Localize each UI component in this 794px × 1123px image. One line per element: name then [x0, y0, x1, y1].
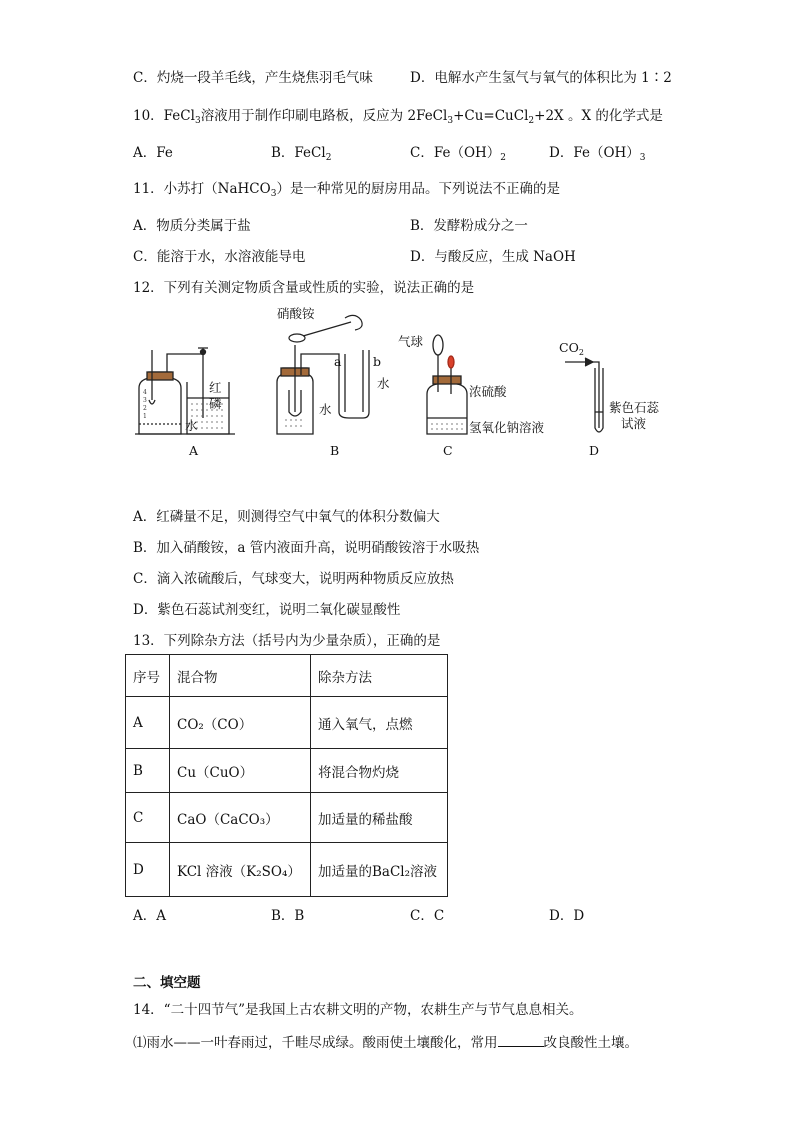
- table-row: [126, 793, 448, 843]
- q10-option-a: A．Fe: [133, 145, 173, 161]
- label-litmus2: 试液: [621, 416, 647, 431]
- label-co2-text: CO: [559, 340, 579, 355]
- q14-part1: [133, 1031, 638, 1051]
- table-cell-id: D: [126, 843, 170, 897]
- label-naoh: 氢氧化钠溶液: [469, 420, 545, 435]
- table-cell-id: C: [126, 793, 170, 843]
- q12-stem: 12．下列有关测定物质含量或性质的实验，说法正确的是: [133, 280, 475, 296]
- q11-stem: [133, 177, 560, 199]
- table-header-row: [126, 655, 448, 697]
- table-row: [126, 697, 448, 749]
- section-title: 二、填空题: [133, 975, 201, 991]
- q11-stem-post: ）是一种常见的厨房用品。下列说法不正确的是: [276, 181, 560, 197]
- table-header-cell: 除杂方法: [311, 655, 448, 697]
- apparatus-c: [427, 335, 467, 434]
- apparatus-b: [277, 345, 369, 434]
- table-cell-mix: CO₂（CO）: [170, 697, 311, 749]
- q12-option-a: A．红磷量不足，则测得空气中氧气的体积分数偏大: [133, 509, 440, 525]
- label-water-a: 水: [185, 418, 198, 433]
- q10-option-b-text: B．FeCl: [271, 145, 326, 161]
- q10-option-d-text: D．Fe（OH）: [549, 145, 640, 161]
- q12-option-b: B．加入硝酸铵，a 管内液面升高，说明硝酸铵溶于水吸热: [133, 540, 480, 556]
- tick-3: 2: [143, 405, 147, 412]
- apparatus-d: [565, 358, 603, 432]
- sub-3: 3: [639, 153, 646, 163]
- q13-option-c: C．C: [410, 908, 445, 924]
- q13-option-a: A．A: [133, 908, 166, 924]
- label-water-b2: 水: [319, 402, 332, 417]
- caption-c: C: [443, 443, 453, 458]
- q12-option-d: D．紫色石蕊试剂变红，说明二氧化碳显酸性: [133, 602, 401, 618]
- table-header-cell: 序号: [126, 655, 170, 697]
- caption-a: A: [189, 443, 199, 458]
- table-cell-method: 通入氧气，点燃: [311, 697, 448, 749]
- tick-1: 4: [143, 389, 147, 396]
- label-phos: 磷: [209, 396, 222, 411]
- q10-option-c-text: C．Fe（OH）: [410, 145, 501, 161]
- q10-stem-mid3: +2X 。X 的化学式是: [534, 108, 663, 124]
- q10-stem-pre: 10．FeCl: [133, 108, 195, 124]
- q14-part1-post: 改良酸性土壤。: [543, 1035, 638, 1051]
- table-cell-method: 将混合物灼烧: [311, 749, 448, 793]
- table-cell-method: 加适量的稀盐酸: [311, 793, 448, 843]
- tick-4: 1: [143, 413, 147, 420]
- q10-stem-mid2: +Cu=CuCl: [453, 108, 529, 124]
- label-co2: [559, 340, 584, 357]
- q10-option-b: [271, 141, 331, 163]
- q11-option-d: D．与酸反应，生成 NaOH: [410, 249, 576, 265]
- sub-2: 2: [325, 153, 332, 163]
- q11-option-a: A．物质分类属于盐: [133, 218, 251, 234]
- q13-option-d: D．D: [549, 908, 585, 924]
- answer-blank[interactable]: [498, 1034, 544, 1047]
- tick-2: 3: [143, 397, 147, 404]
- q14-stem: 14．“二十四节气”是我国上古农耕文明的产物，农耕生产与节气息息相关。: [133, 1002, 583, 1018]
- q10-option-c: [410, 141, 506, 163]
- label-red: 红: [209, 380, 222, 395]
- table-row: [126, 843, 448, 897]
- q10-stem-mid: 溶液用于制作印刷电路板，反应为 2FeCl: [200, 108, 448, 124]
- table-cell-method: 加适量的BaCl₂溶液: [311, 843, 448, 897]
- q10-stem: [133, 104, 663, 126]
- q13-table: [125, 654, 448, 897]
- sub-2: 2: [528, 116, 535, 126]
- table-row: [126, 749, 448, 793]
- q12-option-c: C．滴入浓硫酸后，气球变大，说明两种物质反应放热: [133, 571, 454, 587]
- table-cell-id: B: [126, 749, 170, 793]
- table-cell-id: A: [126, 697, 170, 749]
- q13-stem: 13．下列除杂方法（括号内为少量杂质），正确的是: [133, 633, 441, 649]
- table-header-cell: 混合物: [170, 655, 311, 697]
- table-cell-mix: KCl 溶液（K₂SO₄）: [170, 843, 311, 897]
- q10-option-d: [549, 141, 646, 163]
- q9-option-c: C．灼烧一段羊毛线，产生烧焦羽毛气味: [133, 70, 373, 86]
- sub-3: 3: [447, 116, 454, 126]
- label-litmus1: 紫色石蕊: [609, 400, 660, 415]
- q13-option-b: B．B: [271, 908, 305, 924]
- q9-option-d: D．电解水产生氢气与氧气的体积比为 1∶2: [410, 70, 672, 86]
- sub-2: 2: [500, 153, 507, 163]
- sub-3: 3: [270, 189, 277, 199]
- label-a: a: [334, 354, 342, 369]
- q12-apparatus-figure: [125, 300, 725, 465]
- label-water-b1: 水: [377, 376, 390, 391]
- label-co2-sub: 2: [578, 348, 584, 357]
- table-cell-mix: CaO（CaCO₃）: [170, 793, 311, 843]
- q14-part1-pre: ⑴雨水——一叶春雨过，千畦尽成绿。酸雨使土壤酸化，常用: [133, 1035, 498, 1051]
- label-h2so4: 浓硫酸: [469, 384, 507, 399]
- caption-d: D: [589, 443, 600, 458]
- label-nh4no3: 硝酸铵: [277, 306, 315, 321]
- label-balloon: 气球: [398, 334, 424, 349]
- label-b: b: [373, 354, 382, 369]
- table-cell-mix: Cu（CuO）: [170, 749, 311, 793]
- q11-option-c: C．能溶于水，水溶液能导电: [133, 249, 306, 265]
- sub-3: 3: [194, 116, 201, 126]
- q11-option-b: B．发酵粉成分之一: [410, 218, 528, 234]
- q11-stem-pre: 11．小苏打（NaHCO: [133, 181, 271, 197]
- caption-b: B: [330, 443, 340, 458]
